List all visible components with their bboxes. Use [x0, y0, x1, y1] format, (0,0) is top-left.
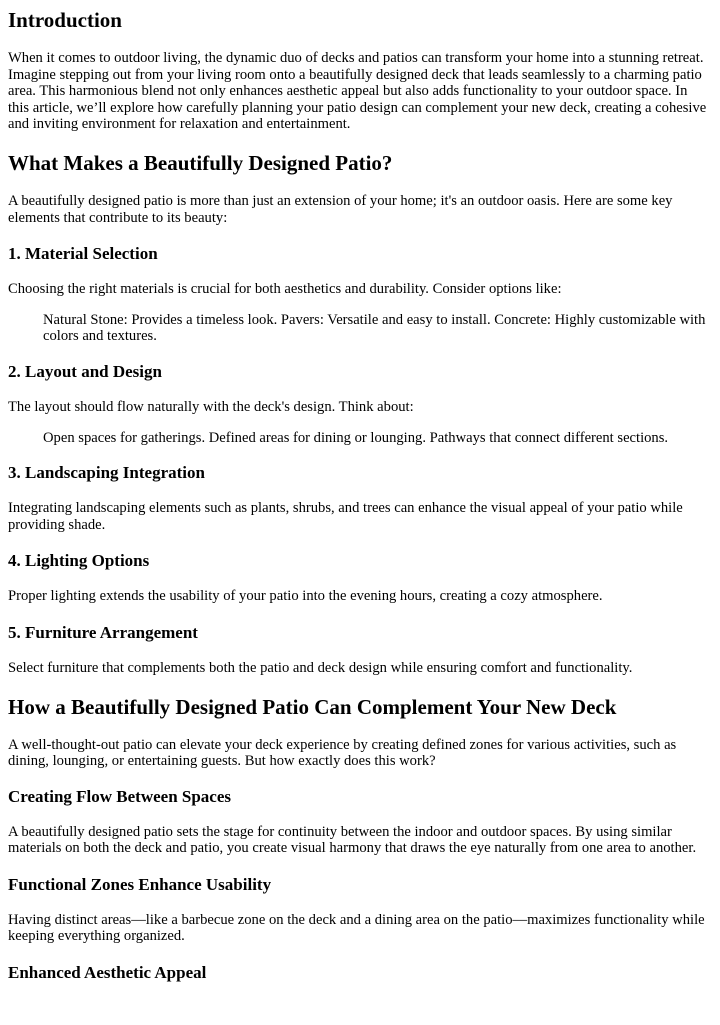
layout-paragraph: The layout should flow naturally with the deck's design. Think about:	[8, 398, 414, 415]
flow-paragraph: A beautifully designed patio sets the stage for continuity between the indoor and outdoor spaces. By using similar materials on both the deck and patio, you create visual harmony that draws the eye naturally from one area to another.	[8, 823, 697, 857]
subheading-material-selection: 1. Material Selection	[8, 244, 158, 264]
section-title-introduction: Introduction	[8, 8, 122, 32]
how-complement-paragraph: A well-thought-out patio can elevate your deck experience by creating defined zones for various activities, such as dining, lounging, or entertaining guests. But how exactly does this work?	[8, 736, 677, 770]
material-paragraph: Choosing the right materials is crucial for both aesthetics and durability. Consider options like:	[8, 281, 562, 298]
subheading-aesthetic-appeal: Enhanced Aesthetic Appeal	[8, 963, 207, 983]
article	[0, 8, 720, 983]
zones-paragraph: Having distinct areas—like a barbecue zone on the deck and a dining area on the patio—maximizes functionality while keeping everything organized.	[8, 911, 705, 945]
subheading-furniture: 5. Furniture Arrangement	[8, 622, 198, 642]
material-list: Natural Stone: Provides a timeless look. Pavers: Versatile and easy to install. Concrete: Highly customizable with colors and textures.	[43, 311, 706, 345]
subheading-layout-design: 2. Layout and Design	[8, 361, 162, 381]
subheading-creating-flow: Creating Flow Between Spaces	[8, 786, 232, 806]
intro-paragraph: When it comes to outdoor living, the dynamic duo of decks and patios can transform your home into a stunning retreat. Imagine stepping out from your living room onto a beautifully designed deck that leads seamlessly to a charming patio area. This harmonious blend not only enhances aesthetic appeal but also adds functionality to your outdoor space. In this article, we’ll explore how carefully planning your patio design can complement your new deck, creating a cohesive and inviting environment for relaxation and entertainment.	[8, 50, 707, 133]
layout-list: Open spaces for gatherings. Defined areas for dining or lounging. Pathways that connect different sections.	[43, 429, 669, 446]
section-title-how-complement: How a Beautifully Designed Patio Can Complement Your New Deck	[8, 694, 617, 719]
subheading-functional-zones: Functional Zones Enhance Usability	[8, 874, 272, 894]
furniture-paragraph: Select furniture that complements both the patio and deck design while ensuring comfort and functionality.	[8, 659, 633, 676]
what-makes-paragraph: A beautifully designed patio is more than just an extension of your home; it's an outdoor oasis. Here are some key elements that contribute to its beauty:	[8, 192, 673, 226]
subheading-landscaping: 3. Landscaping Integration	[8, 463, 205, 483]
subheading-lighting: 4. Lighting Options	[8, 551, 150, 571]
section-title-what-makes: What Makes a Beautifully Designed Patio?	[8, 150, 393, 175]
landscaping-paragraph: Integrating landscaping elements such as plants, shrubs, and trees can enhance the visual appeal of your patio while providing shade.	[8, 500, 683, 533]
lighting-paragraph: Proper lighting extends the usability of your patio into the evening hours, creating a cozy atmosphere.	[8, 588, 603, 605]
